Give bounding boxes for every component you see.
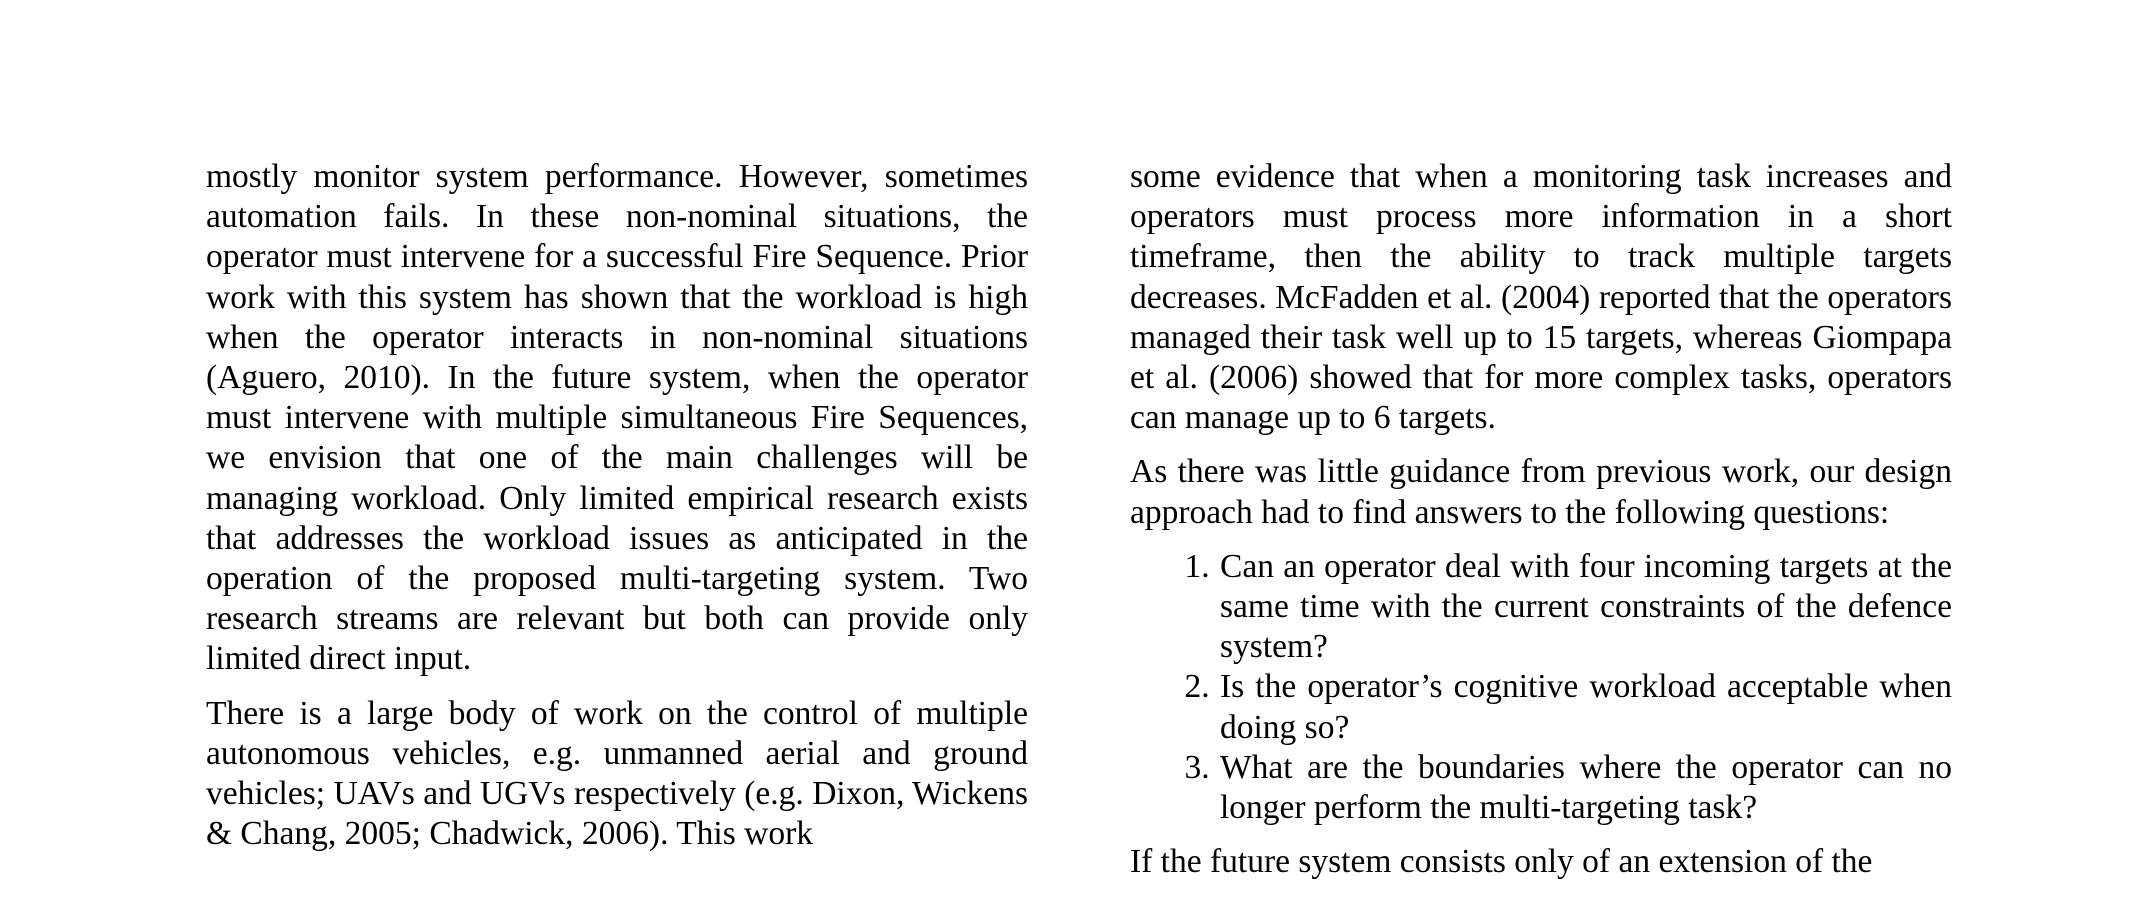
- paragraph-design-approach: As there was little guidance from previous work, our design approach had to find answers to the following questions:: [1130, 453, 1952, 531]
- research-question: 1. Can an operator deal with four incoming targets at the same time with the current constraints of the defence system?: [1218, 547, 1952, 668]
- paragraph-autonomous-vehicles: There is a large body of work on the control of multiple autonomous vehicles, e.g. unmanned aerial and ground vehicles; UAVs and UGVs respectively (e.g. Dixon, Wickens & Chang, 2005; Chadwick, 2006). This work: [206, 694, 1028, 853]
- paragraph-target-tracking-evidence: some evidence that when a monitoring task increases and operators must process more information in a short timeframe, then the ability to track multiple targets decreases. McFadden et al. (2004) reported that the operators managed their task well up to 15 targets, whereas Giompapa et al. (2006) showed that for more complex tasks, operators can manage up to 6 targets.: [1130, 158, 1952, 437]
- research-question: 3. What are the boundaries where the operator can no longer perform the multi-targeting task?: [1218, 748, 1952, 828]
- paragraph-future-system: If the future system consists only of an extension of the: [1130, 843, 1873, 881]
- left-column: [206, 157, 1028, 868]
- research-questions-list: [1130, 547, 1952, 828]
- right-column: [1130, 157, 1952, 896]
- paragraph-workload-intro: mostly monitor system performance. However, sometimes automation fails. In these non-nominal situations, the operator must intervene for a successful Fire Sequence. Prior work with this system has shown that the workload is high when the operator interacts in non-nominal situations (Aguero, 2010). In the future system, when the operator must intervene with multiple simultaneous Fire Sequences, we envision that one of the main challenges will be managing workload. Only limited empirical research exists that addresses the workload issues as anticipated in the operation of the proposed multi-targeting system. Two research streams are relevant but both can provide only limited direct input.: [206, 158, 1028, 678]
- research-question: 2. Is the operator’s cognitive workload acceptable when doing so?: [1218, 667, 1952, 747]
